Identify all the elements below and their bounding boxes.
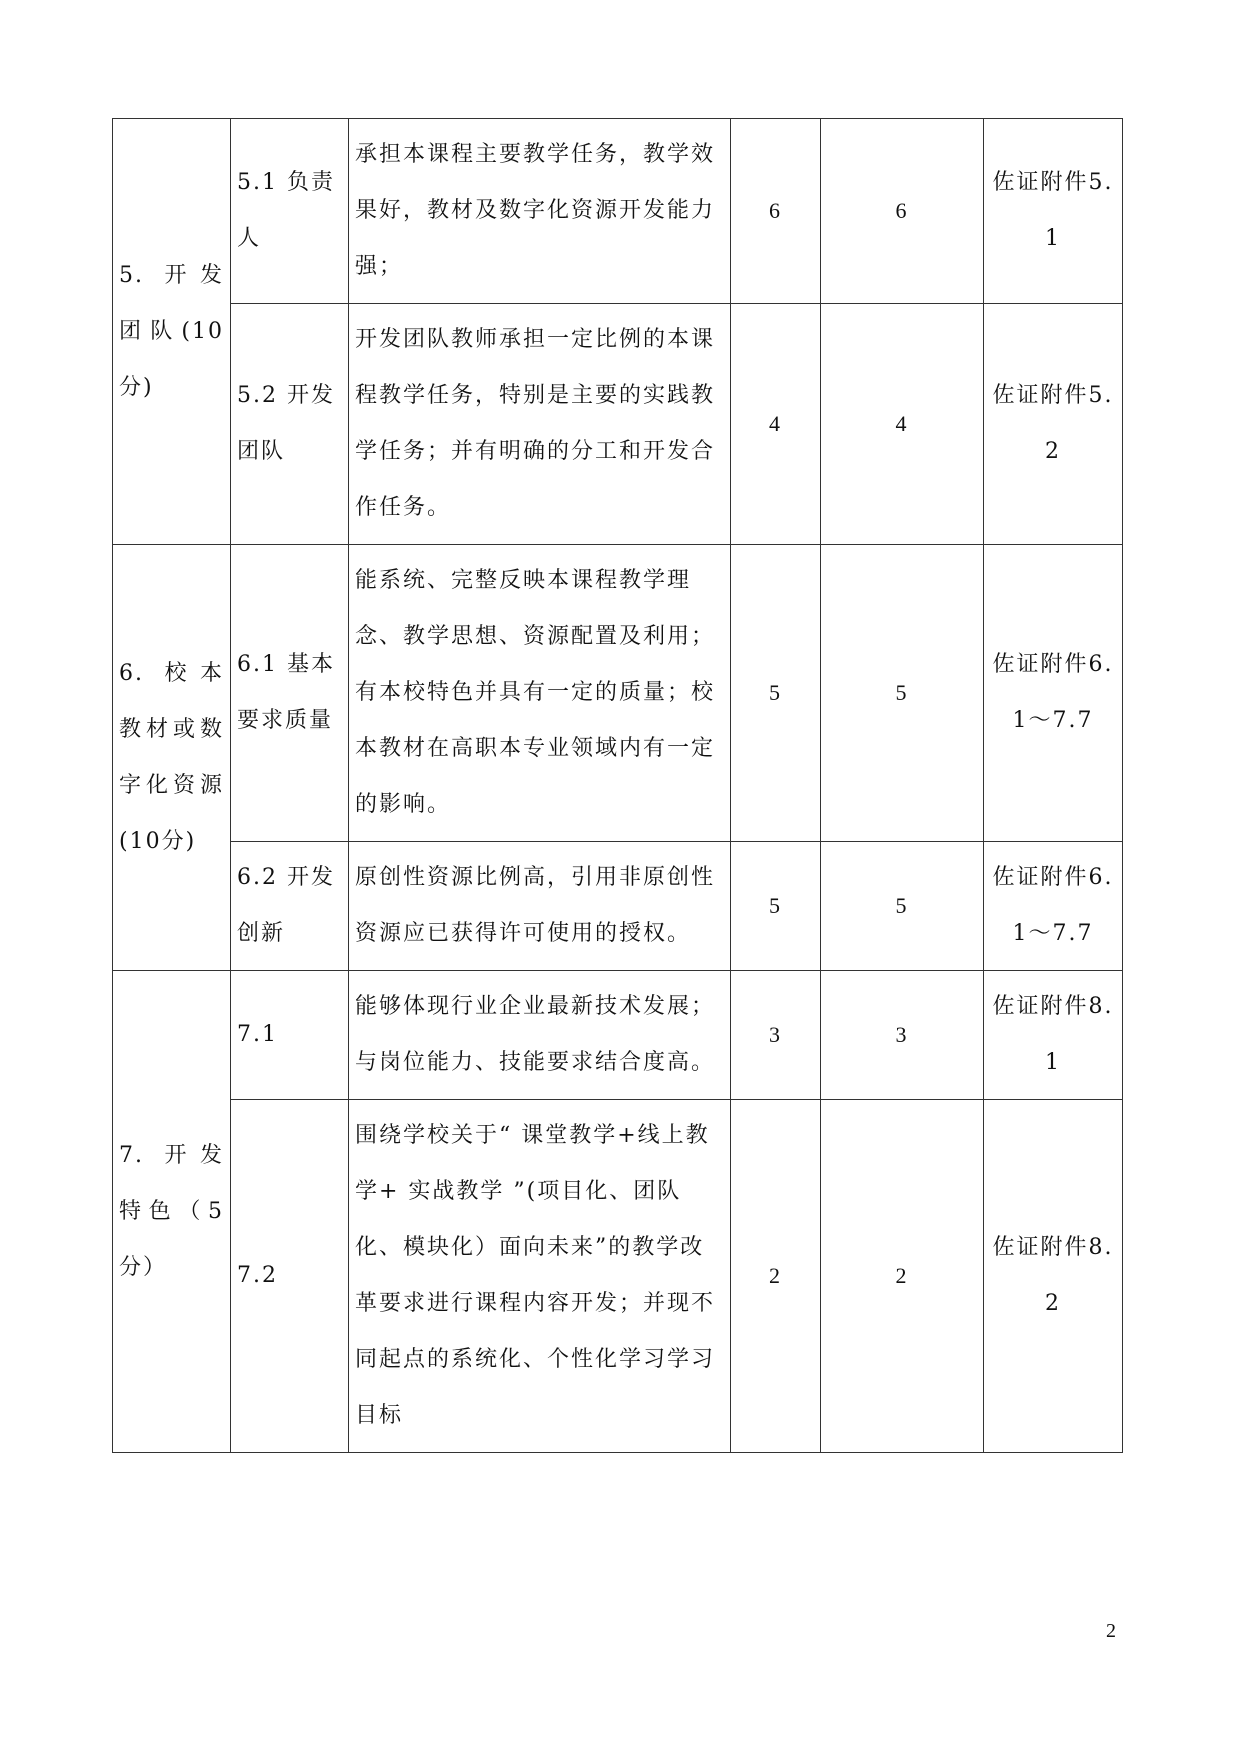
- score-cell: 2: [821, 1100, 984, 1453]
- score-cell: 4: [731, 304, 821, 545]
- requirement-cell: 围绕学校关于“ 课堂教学+线上教学+ 实战教学 ”(项目化、团队化、模块化）面向未来”的教学改革要求进行课程内容开发；并现不同起点的系统化、个性化学习学习目标: [349, 1100, 731, 1453]
- score-cell: 6: [821, 119, 984, 304]
- score-cell: 5: [821, 545, 984, 842]
- score-cell: 3: [731, 971, 821, 1100]
- evidence-cell: 佐证附件5.1: [984, 119, 1123, 304]
- subitem-cell: 5.2 开发团队: [231, 304, 349, 545]
- score-cell: 5: [821, 842, 984, 971]
- requirement-cell: 能够体现行业企业最新技术发展；与岗位能力、技能要求结合度高。: [349, 971, 731, 1100]
- evidence-cell: 佐证附件8.2: [984, 1100, 1123, 1453]
- subitem-cell: 7.2: [231, 1100, 349, 1453]
- table-row: [113, 971, 1123, 1100]
- score-cell: 4: [821, 304, 984, 545]
- evidence-cell: 佐证附件5.2: [984, 304, 1123, 545]
- score-cell: 5: [731, 545, 821, 842]
- table-row: [113, 842, 1123, 971]
- table-row: [113, 545, 1123, 842]
- category-cell: 5. 开发团队(10分): [113, 119, 231, 545]
- category-cell: 6. 校本教材或数字化资源(10分): [113, 545, 231, 971]
- evidence-cell: 佐证附件6.1～7.7: [984, 842, 1123, 971]
- score-cell: 3: [821, 971, 984, 1100]
- table-row: [113, 304, 1123, 545]
- requirement-cell: 承担本课程主要教学任务，教学效果好，教材及数字化资源开发能力强；: [349, 119, 731, 304]
- subitem-cell: 5.1 负责人: [231, 119, 349, 304]
- category-cell: 7. 开发特色（5分）: [113, 971, 231, 1453]
- criteria-table: [112, 118, 1123, 1453]
- requirement-cell: 能系统、完整反映本课程教学理念、教学思想、资源配置及利用；有本校特色并具有一定的质量；校本教材在高职本专业领域内有一定的影响。: [349, 545, 731, 842]
- subitem-cell: 6.1 基本要求质量: [231, 545, 349, 842]
- evidence-cell: 佐证附件6.1～7.7: [984, 545, 1123, 842]
- score-cell: 2: [731, 1100, 821, 1453]
- table-row: [113, 1100, 1123, 1453]
- score-cell: 5: [731, 842, 821, 971]
- subitem-cell: 7.1: [231, 971, 349, 1100]
- subitem-cell: 6.2 开发创新: [231, 842, 349, 971]
- requirement-cell: 开发团队教师承担一定比例的本课程教学任务，特别是主要的实践教学任务；并有明确的分工和开发合作任务。: [349, 304, 731, 545]
- page-number: 2: [1106, 1620, 1116, 1642]
- score-cell: 6: [731, 119, 821, 304]
- table-row: [113, 119, 1123, 304]
- evidence-cell: 佐证附件8.1: [984, 971, 1123, 1100]
- requirement-cell: 原创性资源比例高，引用非原创性资源应已获得许可使用的授权。: [349, 842, 731, 971]
